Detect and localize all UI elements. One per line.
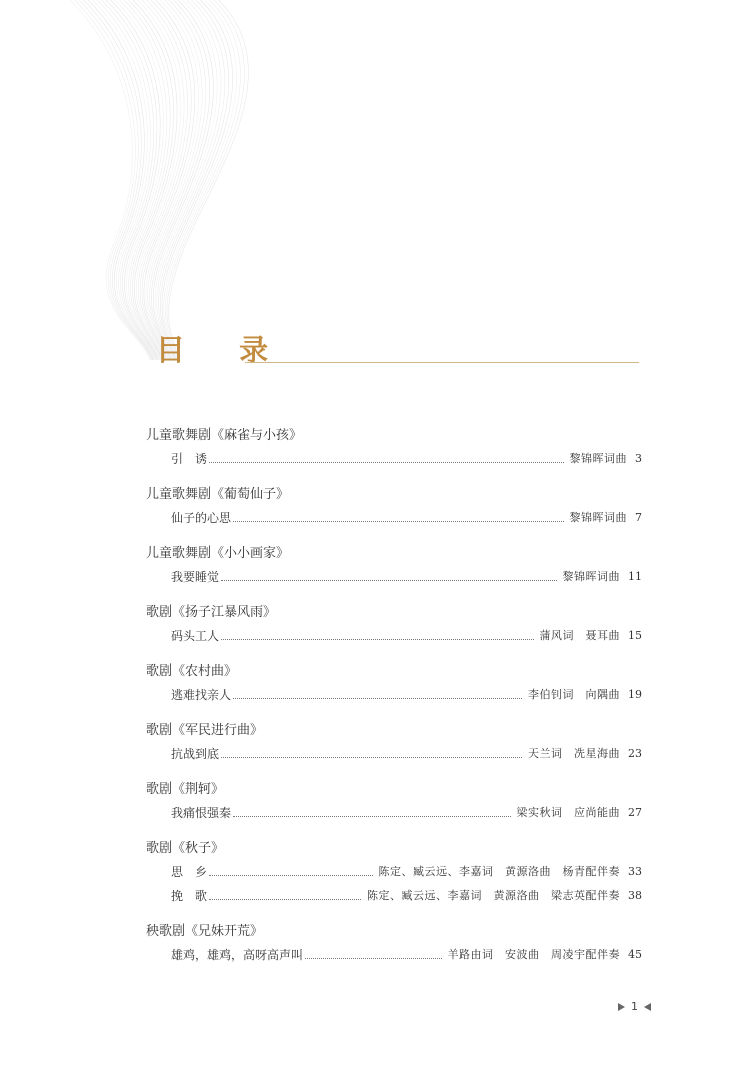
- toc-entry[interactable]: [171, 883, 642, 907]
- toc-section: [146, 544, 642, 588]
- decorative-curve-line: [93, 0, 155, 360]
- dot-leader: [305, 958, 441, 959]
- decorative-curve-line: [151, 0, 209, 360]
- decorative-curve-line: [88, 0, 154, 360]
- decorative-curve-line: [144, 0, 195, 360]
- decorative-curve-line: [146, 0, 199, 360]
- section-title: 歌剧《荆轲》: [146, 782, 225, 797]
- toc-section: [146, 662, 642, 706]
- section-title: 歌剧《扬子江暴风雨》: [146, 605, 277, 620]
- triangle-left-icon: [644, 1003, 651, 1011]
- entry-credit: 陈定、臧云远、李嘉词 黄源洛曲 梁志英配伴奏: [367, 889, 620, 902]
- entry-title: 雄鸡，雄鸡，高呀高声叫: [171, 948, 304, 962]
- decorative-curve-line: [124, 0, 170, 360]
- dot-leader: [221, 580, 556, 581]
- decorative-curve-line: [106, 0, 157, 360]
- table-of-contents: [146, 426, 642, 981]
- entry-page-number: 27: [628, 806, 642, 819]
- entry-credit: 黎锦晖词曲: [569, 452, 627, 465]
- decorative-curve-line: [157, 0, 221, 360]
- section-title: 儿童歌舞剧《小小画家》: [146, 546, 290, 561]
- section-title: 儿童歌舞剧《葡萄仙子》: [146, 487, 290, 502]
- entry-title: 码头工人: [171, 629, 220, 643]
- decorative-curve-line: [102, 0, 157, 360]
- decorative-curve-line: [115, 0, 164, 360]
- decorative-curve-line: [149, 0, 205, 360]
- decorative-curve-line: [79, 0, 152, 360]
- toc-section: [146, 721, 642, 765]
- toc-section: [146, 839, 642, 907]
- decorative-curve-line: [153, 0, 213, 360]
- toc-section: [146, 426, 642, 470]
- decorative-curve-line: [136, 0, 180, 360]
- decorative-curve-line: [120, 0, 167, 360]
- decorative-curve-line: [165, 0, 240, 360]
- entry-page-number: 23: [628, 747, 642, 760]
- entry-credit: 黎锦晖词曲: [569, 511, 627, 524]
- decorative-curve-line: [169, 0, 249, 360]
- entry-title: 抗战到底: [171, 747, 220, 761]
- dot-leader: [221, 757, 522, 758]
- decorative-curve-line: [138, 0, 184, 360]
- section-title: 儿童歌舞剧《麻雀与小孩》: [146, 428, 303, 443]
- dot-leader: [233, 698, 522, 699]
- section-title: 歌剧《秋子》: [146, 841, 225, 856]
- decorative-curve-lines: [0, 0, 330, 380]
- dot-leader: [233, 521, 563, 522]
- toc-entry[interactable]: [171, 505, 642, 529]
- toc-entry[interactable]: [171, 741, 642, 765]
- decorative-curve-line: [142, 0, 191, 360]
- page-footer: [618, 1000, 651, 1013]
- entry-page-number: 7: [635, 511, 642, 524]
- entry-title: 挽 歌: [171, 889, 208, 903]
- entry-title: 仙子的心思: [171, 511, 232, 525]
- decorative-curve-line: [160, 0, 229, 360]
- entry-credit: 羊路由词 安波曲 周凌宇配伴奏: [447, 948, 620, 961]
- decorative-curve-line: [133, 0, 177, 360]
- entry-page-number: 15: [628, 629, 642, 642]
- entry-credit: 蒲风词 聂耳曲: [539, 629, 620, 642]
- entry-page-number: 11: [628, 570, 642, 583]
- section-title: 歌剧《农村曲》: [146, 664, 238, 679]
- dot-leader: [221, 639, 533, 640]
- decorative-curve-line: [140, 0, 188, 360]
- entry-page-number: 38: [628, 889, 642, 902]
- decorative-curve-line: [164, 0, 237, 360]
- entry-title: 逃难找亲人: [171, 688, 232, 702]
- toc-entry[interactable]: [171, 564, 642, 588]
- decorative-curve-line: [159, 0, 225, 360]
- decorative-curve-line: [167, 0, 244, 360]
- title-rule-divider: [245, 362, 639, 363]
- triangle-right-icon: [618, 1003, 625, 1011]
- decorative-curve-line: [97, 0, 155, 360]
- toc-entry[interactable]: [171, 800, 642, 824]
- toc-section: [146, 485, 642, 529]
- section-title: 歌剧《军民进行曲》: [146, 723, 264, 738]
- toc-section: [146, 603, 642, 647]
- entry-credit: 黎锦晖词曲: [562, 570, 620, 583]
- toc-entry[interactable]: [171, 859, 642, 883]
- toc-entry[interactable]: [171, 623, 642, 647]
- decorative-curve-line: [75, 0, 151, 360]
- toc-entry[interactable]: [171, 682, 642, 706]
- toc-section: [146, 922, 642, 966]
- entry-page-number: 45: [628, 948, 642, 961]
- entry-title: 引 诱: [171, 452, 208, 466]
- decorative-curve-line: [155, 0, 217, 360]
- toc-entry[interactable]: [171, 942, 642, 966]
- dot-leader: [233, 816, 510, 817]
- entry-page-number: 3: [635, 452, 642, 465]
- toc-section: [146, 780, 642, 824]
- dot-leader: [209, 899, 361, 900]
- decorative-curve-line: [148, 0, 203, 360]
- entry-page-number: 33: [628, 865, 642, 878]
- decorative-curve-line: [129, 0, 174, 360]
- entry-credit: 李伯钊词 向隅曲: [528, 688, 620, 701]
- dot-leader: [209, 875, 372, 876]
- decorative-curve-line: [84, 0, 153, 360]
- entry-page-number: 19: [628, 688, 642, 701]
- footer-page-number: 1: [631, 1000, 638, 1013]
- entry-title: 我痛恨强秦: [171, 806, 232, 820]
- entry-credit: 天兰词 冼星海曲: [528, 747, 620, 760]
- dot-leader: [209, 462, 563, 463]
- page-title: 目 录: [156, 333, 291, 367]
- entry-credit: 梁实秋词 应尚能曲: [516, 806, 620, 819]
- section-title: 秧歌剧《兄妹开荒》: [146, 924, 264, 939]
- entry-credit: 陈定、臧云远、李嘉词 黄源洛曲 杨青配伴奏: [378, 865, 620, 878]
- decorative-curve-line: [111, 0, 161, 360]
- toc-entry[interactable]: [171, 446, 642, 470]
- entry-title: 思 乡: [171, 865, 208, 879]
- decorative-curve-line: [70, 0, 150, 360]
- decorative-curve-line: [162, 0, 233, 360]
- entry-title: 我要睡觉: [171, 570, 220, 584]
